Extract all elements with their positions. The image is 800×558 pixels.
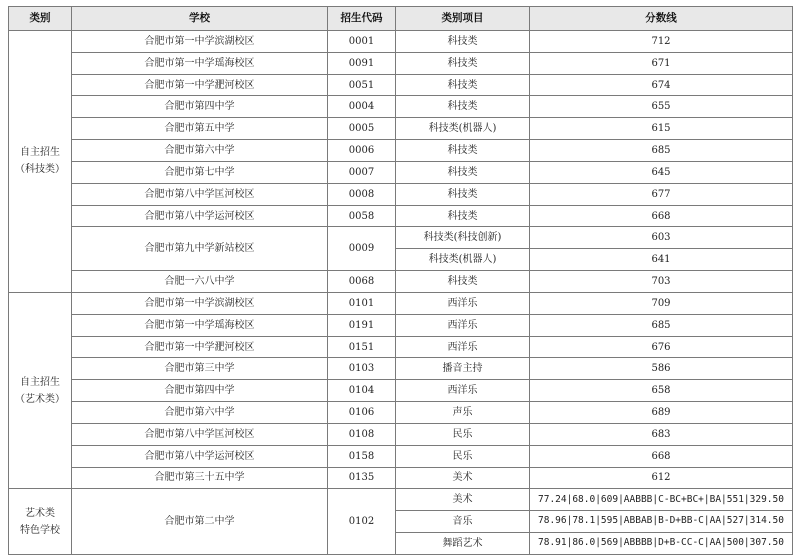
enrollment-code-cell: 0091 <box>328 52 396 74</box>
category-label-line: （科技类） <box>15 164 65 176</box>
school-name-cell: 合肥市第四中学 <box>72 380 328 402</box>
score-cell: 685 <box>530 140 793 162</box>
school-name-cell: 合肥市第二中学 <box>72 489 328 554</box>
score-cell: 78.91|86.0|569|ABBBB|D+B-CC-C|AA|500|307.50 <box>530 533 793 555</box>
item-cell: 科技类(机器人) <box>396 118 530 140</box>
item-cell: 科技类 <box>396 31 530 53</box>
item-cell: 西洋乐 <box>396 336 530 358</box>
school-name-cell: 合肥市第五中学 <box>72 118 328 140</box>
enrollment-code-cell: 0005 <box>328 118 396 140</box>
item-cell: 美术 <box>396 489 530 511</box>
enrollment-code-cell: 0103 <box>328 358 396 380</box>
enrollment-code-cell: 0068 <box>328 271 396 293</box>
table-row <box>9 423 793 445</box>
header-code: 招生代码 <box>328 7 396 31</box>
score-cell: 78.96|78.1|595|ABBAB|B-D+BB-C|AA|527|314.50 <box>530 511 793 533</box>
item-cell: 西洋乐 <box>396 380 530 402</box>
category-label-line: 艺术类 <box>25 507 55 519</box>
header-row <box>9 7 793 31</box>
item-cell: 声乐 <box>396 402 530 424</box>
table-row <box>9 402 793 424</box>
school-name-cell: 合肥市第一中学滨湖校区 <box>72 292 328 314</box>
category-cell <box>9 489 72 554</box>
table-row <box>9 52 793 74</box>
school-name-cell: 合肥市第三十五中学 <box>72 467 328 489</box>
enrollment-code-cell: 0001 <box>328 31 396 53</box>
school-name-cell: 合肥市第一中学瑶海校区 <box>72 314 328 336</box>
score-cell: 709 <box>530 292 793 314</box>
enrollment-code-cell: 0101 <box>328 292 396 314</box>
school-name-cell: 合肥市第四中学 <box>72 96 328 118</box>
school-name-cell: 合肥市第六中学 <box>72 140 328 162</box>
table-row <box>9 358 793 380</box>
table-row <box>9 140 793 162</box>
enrollment-code-cell: 0009 <box>328 227 396 271</box>
school-name-cell: 合肥市第一中学淝河校区 <box>72 336 328 358</box>
table-row <box>9 118 793 140</box>
header-category: 类别 <box>9 7 72 31</box>
enrollment-code-cell: 0058 <box>328 205 396 227</box>
school-name-cell: 合肥市第一中学滨湖校区 <box>72 31 328 53</box>
enrollment-code-cell: 0106 <box>328 402 396 424</box>
table-row <box>9 205 793 227</box>
item-cell: 科技类(机器人) <box>396 249 530 271</box>
category-label-line: 自主招生 <box>20 147 60 159</box>
header-item: 类别项目 <box>396 7 530 31</box>
enrollment-code-cell: 0151 <box>328 336 396 358</box>
school-name-cell: 合肥市第八中学匡河校区 <box>72 423 328 445</box>
item-cell: 音乐 <box>396 511 530 533</box>
table-row <box>9 314 793 336</box>
category-label-line: （艺术类） <box>15 393 65 405</box>
enrollment-code-cell: 0104 <box>328 380 396 402</box>
school-name-cell: 合肥市第一中学淝河校区 <box>72 74 328 96</box>
school-name-cell: 合肥市第八中学匡河校区 <box>72 183 328 205</box>
score-cell: 658 <box>530 380 793 402</box>
school-name-cell: 合肥市第九中学新站校区 <box>72 227 328 271</box>
category-label-line: 自主招生 <box>20 376 60 388</box>
enrollment-code-cell: 0004 <box>328 96 396 118</box>
score-cell: 645 <box>530 161 793 183</box>
item-cell: 科技类 <box>396 74 530 96</box>
enrollment-code-cell: 0007 <box>328 161 396 183</box>
item-cell: 舞蹈艺术 <box>396 533 530 555</box>
enrollment-code-cell: 0102 <box>328 489 396 554</box>
school-name-cell: 合肥一六八中学 <box>72 271 328 293</box>
item-cell: 民乐 <box>396 423 530 445</box>
table-row <box>9 292 793 314</box>
table-row <box>9 380 793 402</box>
score-cell: 668 <box>530 445 793 467</box>
score-cell: 615 <box>530 118 793 140</box>
score-cell: 641 <box>530 249 793 271</box>
score-cell: 668 <box>530 205 793 227</box>
table-body <box>9 31 793 555</box>
score-cell: 677 <box>530 183 793 205</box>
header-school: 学校 <box>72 7 328 31</box>
school-name-cell: 合肥市第八中学运河校区 <box>72 205 328 227</box>
item-cell: 科技类 <box>396 205 530 227</box>
admission-score-table <box>8 6 793 555</box>
score-cell: 683 <box>530 423 793 445</box>
item-cell: 美术 <box>396 467 530 489</box>
table-row <box>9 74 793 96</box>
item-cell: 西洋乐 <box>396 292 530 314</box>
score-cell: 671 <box>530 52 793 74</box>
item-cell: 西洋乐 <box>396 314 530 336</box>
enrollment-code-cell: 0158 <box>328 445 396 467</box>
score-cell: 674 <box>530 74 793 96</box>
enrollment-code-cell: 0135 <box>328 467 396 489</box>
score-cell: 712 <box>530 31 793 53</box>
score-cell: 603 <box>530 227 793 249</box>
enrollment-code-cell: 0051 <box>328 74 396 96</box>
header-score: 分数线 <box>530 7 793 31</box>
item-cell: 科技类 <box>396 183 530 205</box>
score-cell: 612 <box>530 467 793 489</box>
table-row <box>9 489 793 511</box>
item-cell: 科技类 <box>396 96 530 118</box>
item-cell: 科技类 <box>396 271 530 293</box>
item-cell: 播音主持 <box>396 358 530 380</box>
table-row <box>9 271 793 293</box>
table-row <box>9 161 793 183</box>
score-cell: 655 <box>530 96 793 118</box>
table-row <box>9 227 793 249</box>
item-cell: 科技类 <box>396 140 530 162</box>
school-name-cell: 合肥市第三中学 <box>72 358 328 380</box>
category-label-line: 特色学校 <box>20 524 60 536</box>
enrollment-code-cell: 0008 <box>328 183 396 205</box>
item-cell: 科技类 <box>396 52 530 74</box>
school-name-cell: 合肥市第一中学瑶海校区 <box>72 52 328 74</box>
score-cell: 703 <box>530 271 793 293</box>
category-cell <box>9 292 72 488</box>
score-cell: 586 <box>530 358 793 380</box>
table-row <box>9 183 793 205</box>
category-cell <box>9 31 72 293</box>
school-name-cell: 合肥市第七中学 <box>72 161 328 183</box>
enrollment-code-cell: 0006 <box>328 140 396 162</box>
school-name-cell: 合肥市第八中学运河校区 <box>72 445 328 467</box>
item-cell: 科技类 <box>396 161 530 183</box>
table-row <box>9 96 793 118</box>
enrollment-code-cell: 0191 <box>328 314 396 336</box>
item-cell: 民乐 <box>396 445 530 467</box>
table-row <box>9 336 793 358</box>
score-cell: 77.24|68.0|609|AABBB|C-BC+BC+|BA|551|329.50 <box>530 489 793 511</box>
score-cell: 676 <box>530 336 793 358</box>
score-cell: 685 <box>530 314 793 336</box>
item-cell: 科技类(科技创新) <box>396 227 530 249</box>
table-row <box>9 31 793 53</box>
enrollment-code-cell: 0108 <box>328 423 396 445</box>
table-row <box>9 445 793 467</box>
score-cell: 689 <box>530 402 793 424</box>
school-name-cell: 合肥市第六中学 <box>72 402 328 424</box>
table-row <box>9 467 793 489</box>
